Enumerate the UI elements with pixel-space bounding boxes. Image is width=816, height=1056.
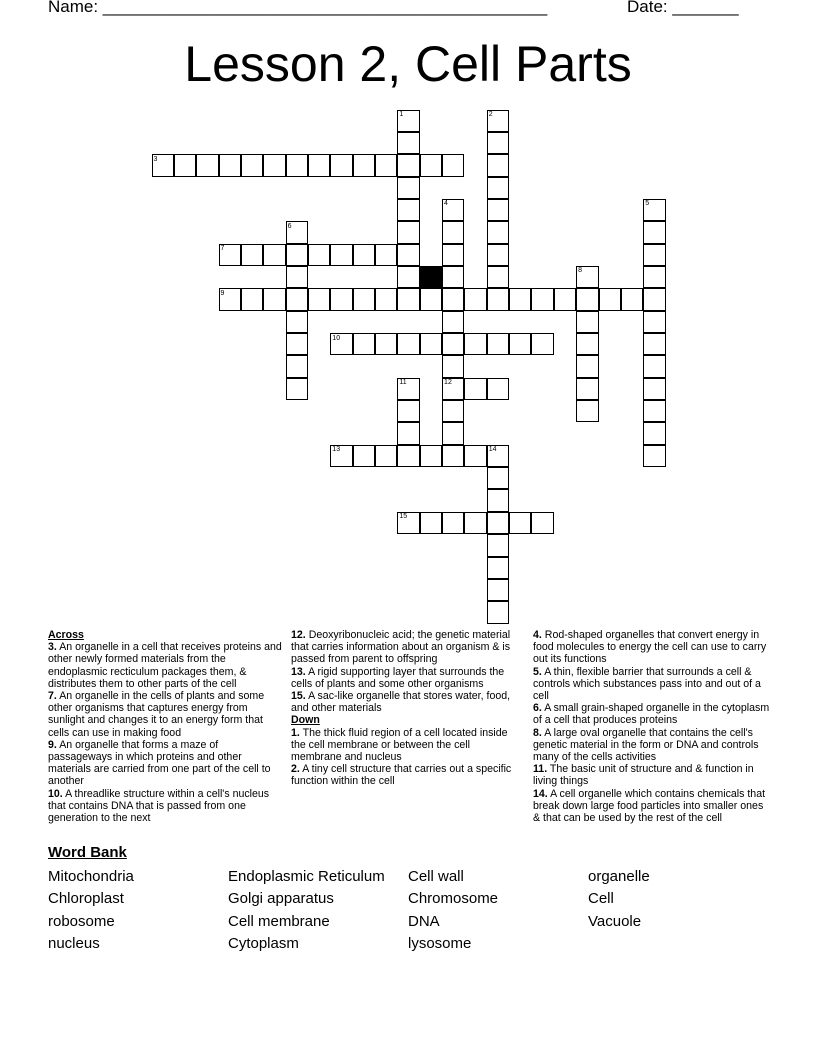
- clue-down-5: 5. A thin, flexible barrier that surrounds a cell & controls which substances pass into and out of a cell: [533, 665, 761, 703]
- crossword-cell[interactable]: [397, 400, 419, 422]
- crossword-cell[interactable]: [487, 333, 509, 355]
- crossword-cell[interactable]: [531, 333, 553, 355]
- crossword-cell[interactable]: [464, 378, 486, 400]
- black-square: [420, 266, 442, 288]
- word-bank-item: lysosome: [408, 935, 472, 952]
- crossword-cell[interactable]: [286, 378, 308, 400]
- clue-number-label: 10: [332, 334, 341, 342]
- crossword-cell[interactable]: [442, 288, 464, 310]
- crossword-cell[interactable]: [643, 244, 665, 266]
- crossword-cell[interactable]: [487, 221, 509, 243]
- name-field-label: Name: _______________________________________________: [48, 0, 548, 16]
- crossword-cell[interactable]: [643, 355, 665, 377]
- crossword-cell[interactable]: [487, 467, 509, 489]
- crossword-cell[interactable]: [464, 288, 486, 310]
- crossword-cell[interactable]: [286, 154, 308, 176]
- crossword-cell[interactable]: [397, 422, 419, 444]
- word-bank-item: Mitochondria: [48, 868, 134, 885]
- crossword-cell[interactable]: [286, 355, 308, 377]
- word-bank-item: Cell: [588, 890, 614, 907]
- crossword-cell[interactable]: [397, 288, 419, 310]
- crossword-cell[interactable]: [487, 154, 509, 176]
- crossword-cell[interactable]: [420, 288, 442, 310]
- clue-number-label: 7: [220, 245, 225, 253]
- word-bank-item: nucleus: [48, 935, 100, 952]
- crossword-cell[interactable]: [442, 266, 464, 288]
- crossword-cell[interactable]: [353, 154, 375, 176]
- clue-number-label: 11: [399, 379, 407, 387]
- crossword-cell[interactable]: [241, 244, 263, 266]
- clue-number-label: 9: [220, 289, 225, 297]
- word-bank-item: Chromosome: [408, 890, 499, 907]
- clue-down-14: 14. A cell organelle which contains chemicals that break down large food particles into smaller ones & that can be used by the rest of the cell: [533, 787, 766, 825]
- crossword-cell[interactable]: [174, 154, 196, 176]
- crossword-cell[interactable]: [397, 132, 419, 154]
- clue-across-12: 12. Deoxyribonucleic acid; the genetic material that carries information about an organism & is passed from parent to offspring: [291, 629, 511, 666]
- crossword-cell[interactable]: [241, 154, 263, 176]
- crossword-cell[interactable]: [375, 445, 397, 467]
- crossword-cell[interactable]: [330, 154, 352, 176]
- crossword-cell[interactable]: [643, 422, 665, 444]
- crossword-cell[interactable]: [531, 512, 553, 534]
- crossword-cell[interactable]: [397, 445, 419, 467]
- crossword-cell[interactable]: [643, 400, 665, 422]
- date-field-label: Date: _______: [627, 0, 739, 16]
- crossword-cell[interactable]: [353, 333, 375, 355]
- crossword-cell[interactable]: [353, 244, 375, 266]
- crossword-cell[interactable]: [643, 311, 665, 333]
- crossword-cell[interactable]: [330, 244, 352, 266]
- crossword-cell[interactable]: [397, 244, 419, 266]
- crossword-cell[interactable]: [263, 244, 285, 266]
- clue-number-label: 8: [578, 267, 583, 275]
- crossword-cell[interactable]: [487, 489, 509, 511]
- crossword-cell[interactable]: [442, 154, 464, 176]
- crossword-cell[interactable]: [219, 154, 241, 176]
- crossword-cell[interactable]: [487, 177, 509, 199]
- word-bank-item: Cytoplasm: [228, 935, 299, 952]
- crossword-cell[interactable]: [554, 288, 576, 310]
- clue-column-1: [48, 629, 284, 824]
- crossword-cell[interactable]: [375, 288, 397, 310]
- word-bank-item: Chloroplast: [48, 890, 124, 907]
- crossword-cell[interactable]: [487, 557, 509, 579]
- crossword-cell[interactable]: [464, 333, 486, 355]
- crossword-cell[interactable]: [643, 288, 665, 310]
- word-bank-item: DNA: [408, 913, 440, 930]
- crossword-cell[interactable]: [375, 154, 397, 176]
- crossword-cell[interactable]: [397, 177, 419, 199]
- clue-across-3: 3. An organelle in a cell that receives proteins and other newly formed materials from the endoplasmic recticulum packages them, & distributes them to other parts of the cell: [48, 641, 282, 690]
- crossword-cell[interactable]: [353, 288, 375, 310]
- crossword-cell[interactable]: [487, 579, 509, 601]
- crossword-cell[interactable]: [576, 311, 598, 333]
- crossword-cell[interactable]: [263, 288, 285, 310]
- crossword-cell[interactable]: [576, 288, 598, 310]
- clue-number-label: 3: [153, 155, 158, 163]
- word-bank-title: Word Bank: [48, 844, 127, 861]
- crossword-cell[interactable]: [487, 199, 509, 221]
- crossword-cell[interactable]: [576, 333, 598, 355]
- clue-across-13: 13. A rigid supporting layer that surrounds the cells of plants and some other organisms: [291, 665, 505, 690]
- crossword-cell[interactable]: [487, 266, 509, 288]
- crossword-cell[interactable]: [643, 333, 665, 355]
- crossword-cell[interactable]: [442, 221, 464, 243]
- crossword-cell[interactable]: [397, 154, 419, 176]
- crossword-cell[interactable]: [487, 601, 509, 623]
- clue-down-4: 4. Rod-shaped organelles that convert energy in food molecules to energy the cell can use to carry out its functions: [533, 629, 767, 666]
- word-bank-item: robosome: [48, 913, 115, 930]
- crossword-cell[interactable]: [397, 266, 419, 288]
- clue-column-2: [291, 629, 523, 788]
- clue-number-label: 2: [488, 111, 493, 118]
- crossword-cell[interactable]: [576, 378, 598, 400]
- crossword-cell[interactable]: [576, 400, 598, 422]
- crossword-cell[interactable]: [286, 266, 308, 288]
- crossword-cell[interactable]: [420, 154, 442, 176]
- across-heading: Across: [48, 629, 84, 641]
- clue-number-label: 4: [444, 200, 448, 208]
- crossword-cell[interactable]: [442, 244, 464, 266]
- crossword-cell[interactable]: [330, 288, 352, 310]
- word-bank-item: Endoplasmic Reticulum: [228, 868, 385, 885]
- clue-across-7: 7. An organelle in the cells of plants and some other organisms that captures energy from sunlight and changes it to an energy form that cells can use in making food: [48, 690, 265, 739]
- crossword-cell[interactable]: [442, 333, 464, 355]
- crossword-cell[interactable]: [643, 445, 665, 467]
- crossword-cell[interactable]: [487, 244, 509, 266]
- crossword-cell[interactable]: [487, 132, 509, 154]
- crossword-cell[interactable]: [464, 512, 486, 534]
- word-bank-item: Vacuole: [588, 913, 642, 930]
- crossword-cell[interactable]: [375, 333, 397, 355]
- clue-down-1: 1. The thick fluid region of a cell located inside the cell membrane or between the cell membrane and nucleus: [291, 726, 508, 764]
- crossword-cell[interactable]: [643, 378, 665, 400]
- clue-across-10: 10. A threadlike structure within a cell's nucleus that contains DNA that is passed from one generation to the next: [48, 787, 270, 825]
- clue-number-label: 14: [488, 446, 497, 454]
- crossword-cell[interactable]: [397, 221, 419, 243]
- crossword-cell[interactable]: [442, 512, 464, 534]
- crossword-cell[interactable]: [263, 154, 285, 176]
- crossword-cell[interactable]: [308, 244, 330, 266]
- crossword-cell[interactable]: [196, 154, 218, 176]
- crossword-cell[interactable]: [576, 355, 598, 377]
- clue-across-15: 15. A sac-like organelle that stores water, food, and other materials: [291, 690, 511, 715]
- crossword-cell[interactable]: [420, 333, 442, 355]
- crossword-cell[interactable]: [308, 154, 330, 176]
- word-bank-item: Cell membrane: [228, 913, 330, 930]
- crossword-cell[interactable]: [509, 288, 531, 310]
- crossword-cell[interactable]: [420, 512, 442, 534]
- crossword-cell[interactable]: [487, 378, 509, 400]
- clue-down-6: 6. A small grain-shaped organelle in the cytoplasm of a cell that produces proteins: [533, 702, 770, 727]
- crossword-cell[interactable]: [286, 311, 308, 333]
- down-heading: Down: [291, 714, 320, 727]
- crossword-cell[interactable]: [397, 199, 419, 221]
- crossword-cell[interactable]: [442, 422, 464, 444]
- word-bank-item: Cell wall: [408, 868, 464, 885]
- crossword-cell[interactable]: [442, 311, 464, 333]
- word-bank-item: Golgi apparatus: [228, 890, 334, 907]
- clue-number-label: 1: [399, 111, 404, 118]
- crossword-cell[interactable]: [509, 512, 531, 534]
- crossword-cell[interactable]: [353, 445, 375, 467]
- crossword-cell[interactable]: [509, 333, 531, 355]
- crossword-cell[interactable]: [442, 445, 464, 467]
- crossword-cell[interactable]: [487, 512, 509, 534]
- clue-across-9: 9. An organelle that forms a maze of passageways in which proteins and other materials are carried from one part of the cell to another: [48, 738, 271, 788]
- clue-number-label: 15: [399, 513, 408, 521]
- crossword-cell[interactable]: [286, 288, 308, 310]
- clue-column-3: [533, 629, 773, 824]
- crossword-cell[interactable]: [621, 288, 643, 310]
- clue-down-11: 11. The basic unit of structure and & function in living things: [533, 763, 754, 788]
- clue-number-label: 13: [332, 446, 341, 454]
- crossword-cell[interactable]: [442, 355, 464, 377]
- clue-number-label: 6: [287, 222, 292, 230]
- crossword-cell[interactable]: [487, 288, 509, 310]
- crossword-cell[interactable]: [286, 244, 308, 266]
- crossword-cell[interactable]: [487, 534, 509, 556]
- crossword-cell[interactable]: [442, 400, 464, 422]
- crossword-cell[interactable]: [599, 288, 621, 310]
- crossword-cell[interactable]: [531, 288, 553, 310]
- crossword-cell[interactable]: [308, 288, 330, 310]
- crossword-cell[interactable]: [375, 244, 397, 266]
- crossword-cell[interactable]: [464, 445, 486, 467]
- crossword-cell[interactable]: [286, 333, 308, 355]
- clue-down-2: 2. A tiny cell structure that carries out a specific function within the cell: [291, 763, 512, 788]
- clue-number-label: 5: [645, 200, 650, 208]
- crossword-cell[interactable]: [643, 266, 665, 288]
- clue-down-8: 8. A large oval organelle that contains the cell's genetic material in the form or DNA and controls many of the cells activities: [533, 726, 759, 764]
- crossword-cell[interactable]: [397, 333, 419, 355]
- crossword-cell[interactable]: [241, 288, 263, 310]
- word-bank-item: organelle: [588, 868, 650, 885]
- page-title: Lesson 2, Cell Parts: [184, 36, 632, 92]
- clue-number-label: 12: [444, 379, 452, 387]
- crossword-cell[interactable]: [643, 221, 665, 243]
- crossword-cell[interactable]: [420, 445, 442, 467]
